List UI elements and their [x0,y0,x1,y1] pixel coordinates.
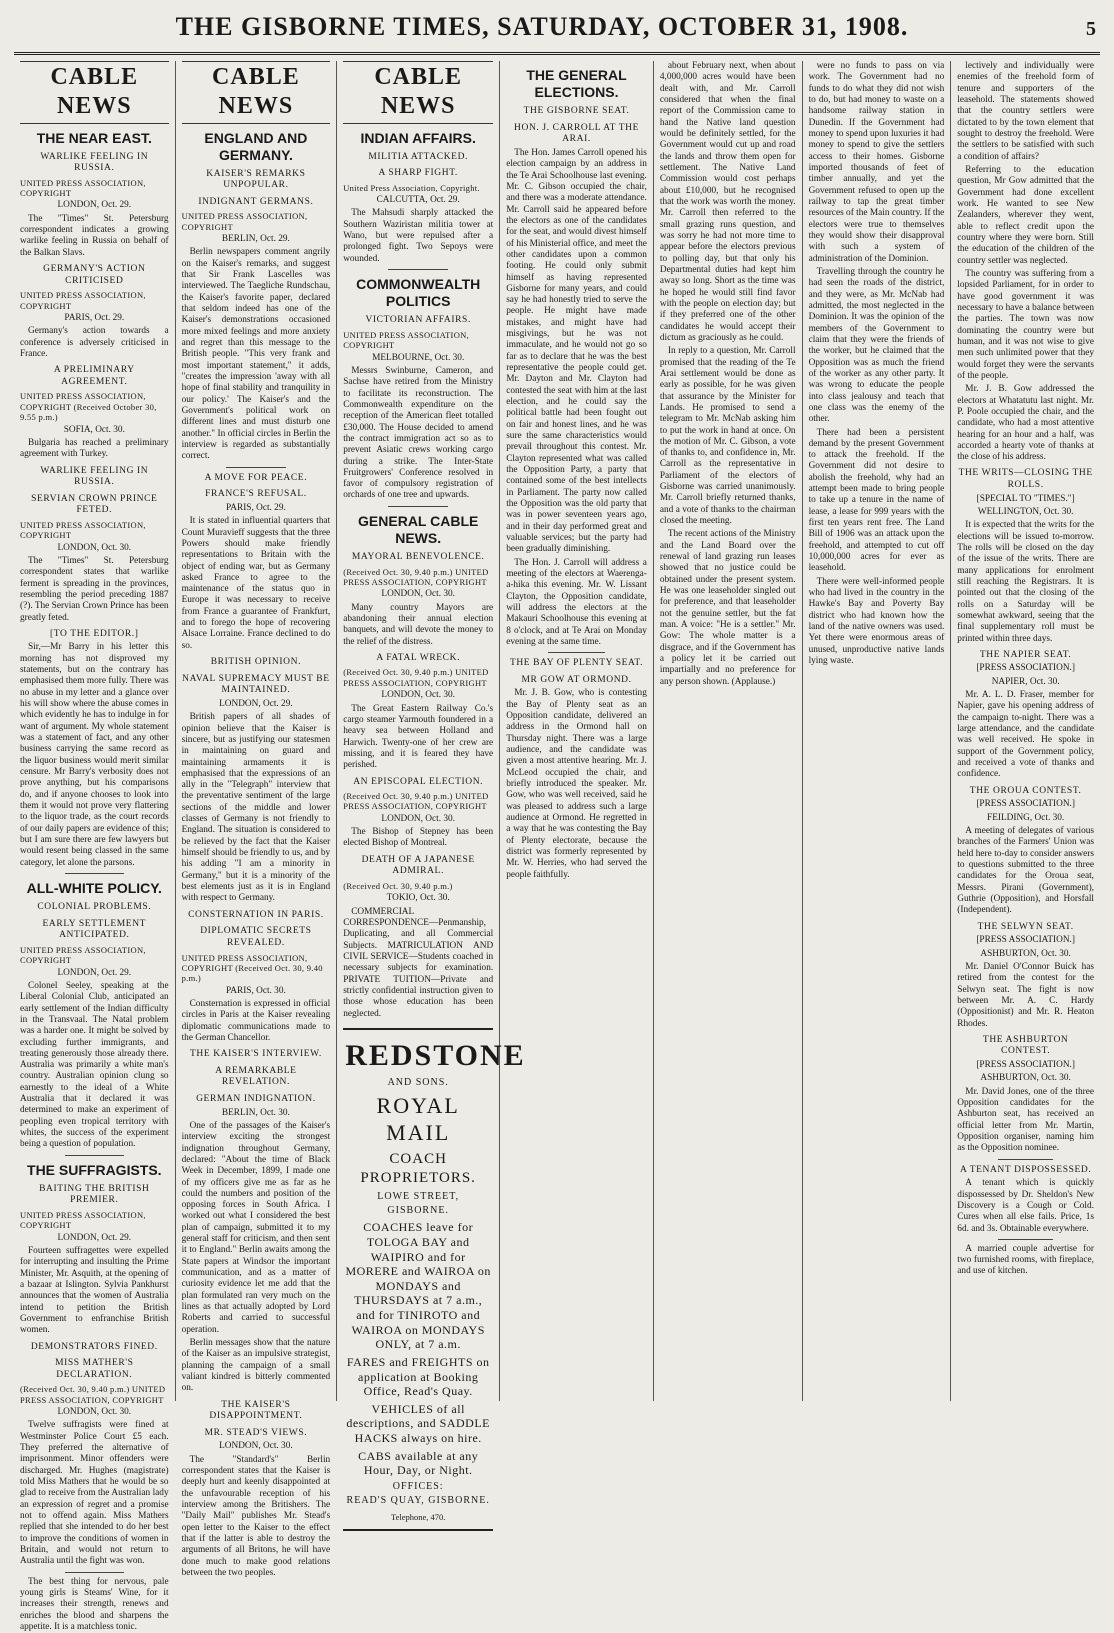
divider [548,652,604,653]
section-heading: ALL-WHITE POLICY. [26,880,162,896]
article-credit: UNITED PRESS ASSOCIATION, COPYRIGHT [20,290,146,311]
article-dateline: ASHBURTON, Oct. 30. [980,1073,1071,1084]
article-body: Mr. Daniel O'Connor Buick has retired from the contest for the Selwyn seat. The fight is now between Mr. A. C. Hardy (Oppositionist) and Mr. R. Heaton Rhodes. [957,961,1094,1029]
ad-coach-proprietors: COACH PROPRIETORS. [360,1151,476,1186]
article-heading: GERMANY'S ACTION CRITICISED [43,264,146,286]
article-credit: [SPECIAL TO "TIMES."] [976,493,1075,504]
article-dateline: BERLIN, Oct. 30. [221,1107,290,1118]
advertisement-text: The best thing for nervous, pale young girls is Steams' Wine, for it increases their strength, renews and enriches the blood and sharpens the appetite. It is a matchless tonic. [20,1576,169,1633]
article-body: Twelve suffragists were fined at Westminster Police Court £5 each. They preferred the alternative of imprisonment. Minor offenders were discharged. Mr. Hughes (magistrate) told Miss Mathers that he would be so glad to receive from the Australian lady an expression of regret and a promise not to offend again. Miss Mathers replied that she intended to do her best to improve the conditions of women in Britain, and would not return to Australia until the fight was won. [20,1420,169,1567]
section-subheading: MILITIA ATTACKED. [368,151,469,162]
article-body: Colonel Seeley, speaking at the Liberal Colonial Club, anticipated an early settlement of the Indian difficulty in the Transvaal. The Natal problem was a harder one. It might be solved by excluding further immigrants, and treating generously those already there. Australia was primarily a white man's country. Australian opinion clung so earnestly to the ideal of a White Australia that it declared it was determined to make an experiment of peopling even tropical territory with whites, the success of the experiment being a question of population. [20,980,169,1150]
divider [65,873,124,874]
ad-address: READ'S QUAY, GISBORNE. [346,1495,490,1507]
divider [388,269,448,270]
article-body: Mr. David Jones, one of the three Opposition candidates for the Ashburton seat, has received an official letter from Mr. Martin, Opposition organiser, naming him as the Opposition nominee. [957,1086,1094,1154]
columns [14,61,1100,1633]
article-heading: A FATAL WRECK. [376,652,461,663]
column-5 [654,61,803,1401]
article-heading: THE KAISER'S DISAPPOINTMENT. [209,1399,303,1422]
article-heading: A MOVE FOR PEACE. [204,472,308,483]
article-credit: (Received Oct. 30, 9.40 p.m.) UNITED PRESS ASSOCIATION, COPYRIGHT [343,667,489,688]
article-credit: UNITED PRESS ASSOCIATION, COPYRIGHT [20,177,146,199]
article-credit: [PRESS ASSOCIATION.] [976,935,1075,946]
ad-brand: REDSTONE [345,1038,526,1072]
section-heading: THE SUFFRAGISTS. [27,1161,162,1178]
ad-timetable: COACHES leave for TOLOGA BAY and WAIPIRO and for MORERE and WAIROA on MONDAYS and THURSDAYS at 7 a.m., and for TINIROTO and WAIROA on MONDAYS ONLY, at 7 a.m. [345,1220,491,1352]
article-body: It is stated in influential quarters that Count Muravieff suggests that the three Powers should make friendly representations to Britain with the object of ending war, but as Germany asked France to agree to the maintenance of the status quo in Europe it was necessary to receive from France a guarantee of Frankfurt, and to forego the hope of recovering Alsace Lorraine. France declined to do so. [181,516,331,651]
article-body: about February next, when about 4,000,000 acres would have been dealt with, and Mr. Carroll considered that when the final report of the Commission came to hand the Native land question would be definitely settled, for the Government would cut up and road the lands and throw them open for settlement. The Native Land Commission would cost perhaps about £10,000, but he recognised that the work was worth the money. Mr. Carroll then referred to the small grazing runs question, and was sorry he had not more time to appear before the electors previous to polling day, but that only his Departmental duties had kept him away so long. Short as the time was he hoped he would still find favor with the people on election day; but if they preferred one of the other candidates he would accept their dictum as graciously as he could. [659,61,796,343]
article-body: It is expected that the writs for the elections will be issued to-morrow. The rolls will be closed on the day of the issue of the writs. There are many applications for enrolment still reaching the Registrars. It is pointed out that the closing of the rolls on a Saturday will be somewhat awkward, seeing that the final supplementary roll must be printed within three days. [957,520,1094,644]
article-body: One of the passages of the Kaiser's interview exciting the strongest indignation throughout Germany, declared: "About the time of Black Week in December, 1899, I made one of my officers give me as far as he could the numbers and position of the opposing forces in South Africa. I worked out what I considered the best plan of campaign, submitted it to my general staff for criticism, and then sent it to England." Berlin awaits among the State papers at Windsor the important communication, and as a matter of curiosity evidence let me add that the plan formulated ran very much on the lines as that actually adopted by Lord Roberts and carried to successful operation. [181,1120,331,1335]
article-body: Berlin newspapers comment angrily on the Kaiser's remarks, and suggest that Sir Frank Lascelles was interviewed. The Taegliche Rundschau, the Kaiser's favorite paper, declared that seldom indeed has one of the Kaiser's demonstrations occasioned more mixed feelings and more anxiety and regret than this message to the British people. "This very frank and most important statement," it adds, "creates the impression 'away with all hope of final stability and tranquility in our policy.' The Kaiser's and the Government's political work on different lines and must disturb one another." In official circles in Berlin the interview is regarded as substantially correct. [181,247,331,462]
article-body: The Hon. J. Carroll will address a meeting of the electors at Waerenga-a-hika this evening. Mr. W. Lissant Clayton, the Opposition candidate, will address the electors at the Makauri Schoolhouse this evening at 8 o'clock, and at Te Arai on Monday evening at the same time. [506,557,647,647]
article-dateline: LONDON, Oct. 29. [57,200,132,211]
article-heading: MISS MATHER'S DECLARATION. [55,1358,134,1380]
divider [226,467,285,468]
cable-news-banner: CABLE NEWS [20,61,169,124]
article-credit: (Received Oct. 30, 9.40 p.m.) UNITED PRESS ASSOCIATION, COPYRIGHT [343,566,489,587]
ad-street: LOWE STREET, [377,1190,460,1202]
article-dateline: TOKIO, Oct. 30. [386,893,450,904]
article-dateline: MELBOURNE, Oct. 30. [372,352,465,363]
article-body: Germany's action towards a conference is adversely criticised in France. [20,326,169,359]
ad-offices: OFFICES: [392,1480,444,1492]
article-heading: THE ASHBURTON CONTEST. [982,1034,1069,1057]
article-dateline: LONDON, Oct. 29. [57,1232,132,1243]
article-heading: CONSTERNATION IN PARIS. [188,909,324,920]
article-body: The "Times" St. Petersburg correspondent indicates a growing warlike feeling in Russia on behalf of the Balkan Slavs. [20,213,169,258]
article-heading: THE WRITS—CLOSING THE ROLLS. [958,468,1093,491]
article-dateline: WELLINGTON, Oct. 30. [977,506,1074,517]
section-subheading: COLONIAL PROBLEMS. [37,902,152,913]
masthead [14,10,1100,55]
section-subheading: BAITING THE BRITISH PREMIER. [39,1183,150,1206]
ad-vehicles: VEHICLES of all descriptions, and SADDLE HACKS always on hire. [346,1401,491,1446]
article-dateline: PARIS, Oct. 30. [225,985,286,996]
redstone-advertisement [343,1028,526,1531]
article-dateline: LONDON, Oct. 29. [219,698,293,709]
article-credit: (Received Oct. 30, 9.40 p.m.) UNITED PRESS ASSOCIATION, COPYRIGHT [343,791,489,812]
divider [65,1155,124,1156]
article-body: COMMERCIAL CORRESPONDENCE—Penmanship, Duplicating, and all Commercial Subjects. MATRICULATION AND CIVIL SERVICE—Students coached in necessary subjects for examination. PRIVATE TUITION—Private and strictly confidential instruction given to those whose education has been neglected. [343,906,494,1019]
masthead-title: THE GISBORNE TIMES, SATURDAY, OCTOBER 31, 1908. [175,12,909,41]
section-heading: COMMONWEALTH POLITICS [356,276,481,310]
article-body: There were well-informed people who had lived in the country in the Hawke's Bay and Poverty Bay district who had known how the land of the native owners was used. Yet there were enormous areas of unused, unproductive native lands lying waste. [808,576,945,667]
article-body: The "Times" St. Petersburg correspondent states that warlike ferment is spreading in the provinces, resembling the period preceding 1887 (?). The Servian Crown Prince has been greatly feted. [20,555,169,623]
divider [388,506,448,507]
article-body: Mr. A. L. D. Fraser, member for Napier, gave his opening address of the campaign to-night. There was a large attendance, and the candidate was well received. He spoke in support of the Government policy, and received a vote of thanks and confidence. [957,690,1094,780]
article-dateline: LONDON, Oct. 30. [381,589,455,600]
article-dateline: FEILDING, Oct. 30. [987,812,1065,823]
article-dateline: ASHBURTON, Oct. 30. [980,948,1071,959]
article-dateline: PARIS, Oct. 29. [64,313,125,323]
article-heading: AN EPISCOPAL ELECTION. [353,776,484,787]
article-heading: BRITISH OPINION. [210,657,302,668]
article-dateline: CALCUTTA, Oct. 29. [376,195,460,206]
page-number: 5 [1086,18,1096,40]
section-subheading: THE GISBORNE SEAT. [523,106,630,117]
article-credit: UNITED PRESS ASSOCIATION, COPYRIGHT [20,519,146,541]
section-heading: INDIAN AFFAIRS. [360,129,476,146]
article-credit: (Received Oct. 30, 9.40 p.m.) [343,880,453,891]
article-body: Many country Mayors are abandoning their annual election banquets, and will devote the money to the relief of the distress. [343,602,494,647]
article-heading: THE SELWYN SEAT. [977,921,1074,932]
ad-royal-mail: ROYAL MAIL [376,1092,460,1145]
section-heading: THE NEAR EAST. [36,129,152,146]
article-body: There had been a persistent demand by the present Government to attack the freehold. If the Government did not desire to abolish the freehold, why had an attempt been made to bring people to take up a tenure in the name of lease, a lease for 999 years with the first ten years rent free. The Land Bill of 1906 was an attack upon the freehold, and attempted to cut off 10,000,000 acres for ever as leasehold. [808,427,945,574]
article-heading: THE OROUA CONTEST. [969,785,1082,796]
article-credit: UNITED PRESS ASSOCIATION, COPYRIGHT [20,944,146,966]
article-credit: UNITED PRESS ASSOCIATION, COPYRIGHT (Received Oct. 30, 9.40 p.m.) [181,952,323,984]
article-subheading: MR. STEAD'S VIEWS. [204,1427,308,1438]
section-heading: ENGLAND AND GERMANY. [204,129,308,163]
article-body: The "Standard's" Berlin correspondent states that the Kaiser is deeply hurt and keenly disappointed at the unfavourable reception of his interview among the Britishers. The "Daily Mail" publishes Mr. Stead's open letter to the Kaiser to the effect that if the latter is able to destroy the arguments of all Britons, he will have done much to make good relations between the two peoples. [181,1454,331,1579]
column-1 [14,61,176,1633]
article-heading: DEMONSTRATORS FINED. [30,1341,158,1352]
article-dateline: LONDON, Oct. 29. [57,967,132,978]
ad-cabs: CABS available at any Hour, Day, or Night. [358,1448,479,1478]
article-subheading: DIPLOMATIC SECRETS REVEALED. [200,926,312,948]
article-body: Consternation is expressed in official circles in Paris at the Kaiser revealing diplomatic communications made to the German Chancellor. [181,998,331,1043]
article-body: Berlin messages show that the nature of the Kaiser as an impulsive strategist, planning the campaign of a small valiant kindred is bitterly commented on. [181,1338,331,1394]
article-dateline: SOFIA, Oct. 30. [63,424,125,435]
article-body: Mr. J. B. Gow addressed the electors at Whatatutu last night. Mr. P. Poole occupied the chair, and the candidate, who had a most attentive hearing for an hour and a half, was accorded a hearty vote of thanks at the close of his address. [957,384,1094,463]
article-credit: UNITED PRESS ASSOCIATION, COPYRIGHT [343,329,469,351]
article-dateline: LONDON, Oct. 30. [381,690,455,701]
ad-telephone: Telephone, 470. [390,1512,446,1523]
article-heading: THE BAY OF PLENTY SEAT. [509,658,644,669]
article-heading: SERVIAN CROWN PRINCE FETED. [31,493,158,516]
section-heading: THE GENERAL ELECTIONS. [526,67,627,101]
article-body: lectively and individually were enemies of the freehold form of tenure and supporters of the leasehold. The statements showed that the country settlers were dictated to by the town element that sought to destroy the freehold. Were the settlers to be satisfied with such a condition of affairs? [957,61,1094,162]
article-body: A tenant which is quickly dispossessed by Dr. Sheldon's New Discovery is a Cough or Cold. Cures when all else fails. Price, 1s 6d. and 3s. Obtainable everywhere. [957,1178,1094,1234]
article-body: British papers of all shades of opinion believe that the Kaiser is sincere, but as justifying our statesmen in maintaining on guard and maintaining armaments it is emphasised that the expressions of an ally in the "Telegraph" interview that the preventative sentiment of the large sections of the middle and lower classes of Germany is not friendly to England. The situation is considered to be relieved by the fact that the Kaiser himself should be friendly to us, and by his adding "I am a minority in Germany," but it is a minority of the best elements just as it is in England with respect to Germany. [181,712,331,904]
divider [998,1239,1053,1240]
article-subheading: A REMARKABLE REVELATION. [215,1065,297,1088]
article-heading: MAYORAL BENEVOLENCE. [351,551,485,562]
article-heading: WARLIKE FEELING IN RUSSIA. [40,151,149,174]
article-body: Messrs Swinburne, Cameron, and Sachse have retired from the Ministry to facilitate its reconstruction. The Commonwealth expenditure on the reception of the American fleet totalled £30,000. The House decided to amend the contract immigration act so as to prevent Asiatic crews working cargo during a strike. The Inter-State Fruitgrowers' Conference resolved in favor of compulsory registration of orchards of one tree and upwards. [343,365,494,501]
article-heading: WARLIKE FEELING IN RUSSIA. [40,465,149,488]
article-body: The Mahsudi sharply attacked the Southern Waziristan militia tower at Wano, but were repulsed after a prolonged fight. Two Sepoys were wounded. [343,208,494,264]
ad-town: GISBORNE. [387,1205,449,1217]
article-credit: United Press Association, Copyright. [343,182,480,193]
article-body: were no funds to pass on via work. The Government had no funds to do what they did not wish to do, but had money to waste on a handsome railway station in Dunedin. If the Government had money to spend upon luxuries it had money to spend to give the settlers access to their homes. Gisborne imported thousands of feet of timber annually, and yet the Government refused to open up the railway to tap the great timber resources of the Main country. If the electors were true to themselves they would show their disapproval with such a system of administration of the Dominion. [808,61,945,264]
article-body: Travelling through the country he had seen the roads of the district, and they were, as Mr. McNab had admitted, the most neglected in the Dominion. It was the opinion of the members of the Government to claim that they were the friends of the worker, but he claimed that the Opposition was as much the friend of the worker as any other party. It was wrong to educate the people into class jealousy and teach that one class was the enemy of the other. [808,266,945,425]
ad-fares: FARES and FREIGHTS on application at Booking Office, Read's Quay. [346,1354,490,1399]
cable-news-banner: CABLE NEWS [343,61,493,124]
article-dateline: LONDON, Oct. 30. [57,542,132,553]
divider [998,1159,1053,1160]
article-body: The country was suffering from a lopsided Parliament, for in order to have good government it was necessary to have a balance between the parties. The town was now dominating the country were but human, and it was not wise to give men such unlimited power that they would forget they were the servants of the people. [957,268,1094,381]
article-credit: [PRESS ASSOCIATION.] [976,799,1075,810]
section-subheading: KAISER'S REMARKS UNPOPULAR. [206,168,306,191]
article-credit: UNITED PRESS ASSOCIATION, COPYRIGHT [20,1210,146,1231]
article-body: Fourteen suffragettes were expelled for interrupting and insulting the Prime Minister, Mr. Asquith, at the opening of a bazaar at Islington. Sylvia Pankhurst announces that the women of Australia intend to petition the British Government to enfranchise British women. [20,1246,169,1336]
article-body: In reply to a question, Mr. Carroll promised that the reading of the Te Arai settlement would be done as early as possible, for he was given that assurance by the Minister for Lands. He promised to send a telegram to Mr. McNab asking him to put the work in hand at once. On the motion of Mr. C. Gibson, a vote of thanks to, and confidence in, Mr. Carroll as the representative in Parliament of the electors of Gisborne was carried unanimously. Mr. Carroll briefly returned thanks, and a vote of thanks to the chairman closed the meeting. [659,346,796,527]
article-heading: HON. J. CARROLL AT THE ARAI. [514,122,639,145]
article-credit: [PRESS ASSOCIATION.] [976,1059,1075,1070]
section-heading: GENERAL CABLE NEWS. [358,512,479,546]
article-credit: (Received Oct. 30, 9.40 p.m.) UNITED PRESS ASSOCIATION, COPYRIGHT [20,1384,166,1405]
advertisement-text: A married couple advertise for two furnished rooms, with fireplace, and use of kitchen. [957,1243,1094,1277]
article-heading: THE KAISER'S INTERVIEW. [189,1049,322,1060]
article-subheading: NAVAL SUPREMACY MUST BE MAINTAINED. [182,673,330,696]
article-heading: A PRELIMINARY AGREEMENT. [53,365,135,387]
article-subheading: MR GOW AT ORMOND. [521,674,632,685]
column-6 [803,61,952,1401]
article-heading: THE NAPIER SEAT. [979,649,1072,660]
article-body: The Hon. James Carroll opened his election campaign by an address in the Te Arai Schoolhouse last evening. Mr. C. Gibson occupied the chair, and there was a moderate attendance. Mr. Carroll said he appeared before the electors as one of the candidates for the seat, and would divest himself of his Ministerial office, and meet the other candidates upon a common footing. He could only submit himself as having represented Gisborne for many years, and could say he had honestly tried to serve the people. He might have made mistakes, and might have had misgivings, but he was not immaculate, and he would not go so far as to declare that he was the best representative the people could get. Mr. Dayton and Mr. Clayton had contested the seat with him at the last election, and he could say the political battle had been fought out on fair and honest lines, and he was sure the same characteristics would prevail throughout this contest. Mr. Clayton represented what was called the Opposition Party, a party that contained some of the best intellects in Parliament. The party now called the Opposition was the old party that was in power seventeen years ago, and in their day performed great and valuable services; but the party had been gradually diminishing. [506,147,647,555]
article-heading: A SHARP FIGHT. [378,168,458,179]
article-heading: A TENANT DISPOSSESSED. [959,1164,1092,1175]
article-heading: EARLY SETTLEMENT ANTICIPATED. [42,918,147,941]
letter-heading: [TO THE EDITOR.] [50,628,139,639]
article-credit: UNITED PRESS ASSOCIATION, COPYRIGHT (Received October 30, 9.55 p.m.) [20,391,157,423]
divider [65,1572,124,1573]
column-3 [337,61,526,1523]
article-heading: VICTORIAN AFFAIRS. [365,315,471,326]
article-dateline: LONDON, Oct. 30. [219,1441,293,1452]
article-dateline: PARIS, Oct. 29. [225,502,286,513]
article-subheading: FRANCE'S REFUSAL. [205,489,307,500]
article-dateline: BERLIN, Oct. 29. [221,234,290,245]
article-dateline: LONDON, Oct. 30. [381,813,455,824]
article-credit: UNITED PRESS ASSOCIATION, COPYRIGHT [181,211,308,232]
article-dateline: NAPIER, Oct. 30. [991,676,1060,687]
article-body: Referring to the education question, Mr Gow admitted that the Government had done excellent work. He wanted to see New Zealanders, wherever they went, able to reflect credit upon the country where they were born. Still the education of the children of the country settler was neglected. [957,164,1094,266]
column-4 [500,61,654,1401]
column-7 [951,61,1100,1401]
column-2 [176,61,338,1579]
cable-news-banner: CABLE NEWS [182,61,331,124]
article-body: A meeting of delegates of various branches of the Farmers' Union was held here to-day to consider answers to questions submitted to the three candidates for the Oroua seat, Messrs. Pirani (Government), Guthrie (Opposition), and Horsfall (Independent). [957,826,1094,916]
article-heading: INDIGNANT GERMANS. [198,196,314,207]
article-heading: DEATH OF A JAPANESE ADMIRAL. [361,854,475,877]
article-body: The recent actions of the Ministry and the Land Board over the renewal of land grazing run leases showed that no justice could be obtained under the present system. He was one leaseholder singled out for preference, and that leaseholder not the genuine settler, but the fat man. A voice: "He is a settler." Mr. Gow: The whole matter is a disgrace, and if the Government has a policy let it be carried out impartially and no preference for any person shown. (Applause.) [659,529,796,687]
letter-body: Sir,—Mr Barry in his letter this morning has not disproved my statements, but on the contrary has emphasised them more fully. There was no abuse in my letter and a glance over his will show where the abuse comes in which evidently he has to indulge in for want of argument. My whole statement was a statement of fact, and any other business carrying the same record as the liquor business would merit similar censure. Mr Barry's verbosity does not prove anything, but his comparisons do, and if anyone chooses to look into them it would not prove very flattering to the liquor trade, as the court records of our daily papers are evidence of this; but I am sure there are few lawyers but would resent being classed in the same category, let alone the parsons. [20,642,169,868]
article-body: Mr. J. B. Gow, who is contesting the Bay of Plenty seat as an Opposition candidate, delivered an address in the Ormond hall on Thursday night. There was a large audience, and the candidate was given a most attentive hearing. Mr. J. McLeod occupied the chair, and briefly introduced the speaker. Mr. Gow, who was well received, said he was pleased to address such a large audience at Ormond. He regretted in a way that he was contesting the Bay of Plenty electorate, because the district was formerly represented by Mr. W. Herries, who had served the people faithfully. [506,688,647,880]
article-subheading: GERMAN INDIGNATION. [196,1093,316,1104]
article-body: The Bishop of Stepney has been elected Bishop of Montreal. [343,827,494,849]
article-body: Bulgaria has reached a preliminary agreement with Turkey. [20,437,169,460]
article-dateline: LONDON, Oct. 30. [57,1407,132,1418]
ad-sons: AND SONS. [387,1076,449,1088]
article-body: The Great Eastern Railway Co.'s cargo steamer Yarmouth foundered in a heavy sea between Holland and Harwich. Twenty-one of her crew are missing, and it is feared they have perished. [343,703,494,771]
article-credit: [PRESS ASSOCIATION.] [976,663,1075,674]
